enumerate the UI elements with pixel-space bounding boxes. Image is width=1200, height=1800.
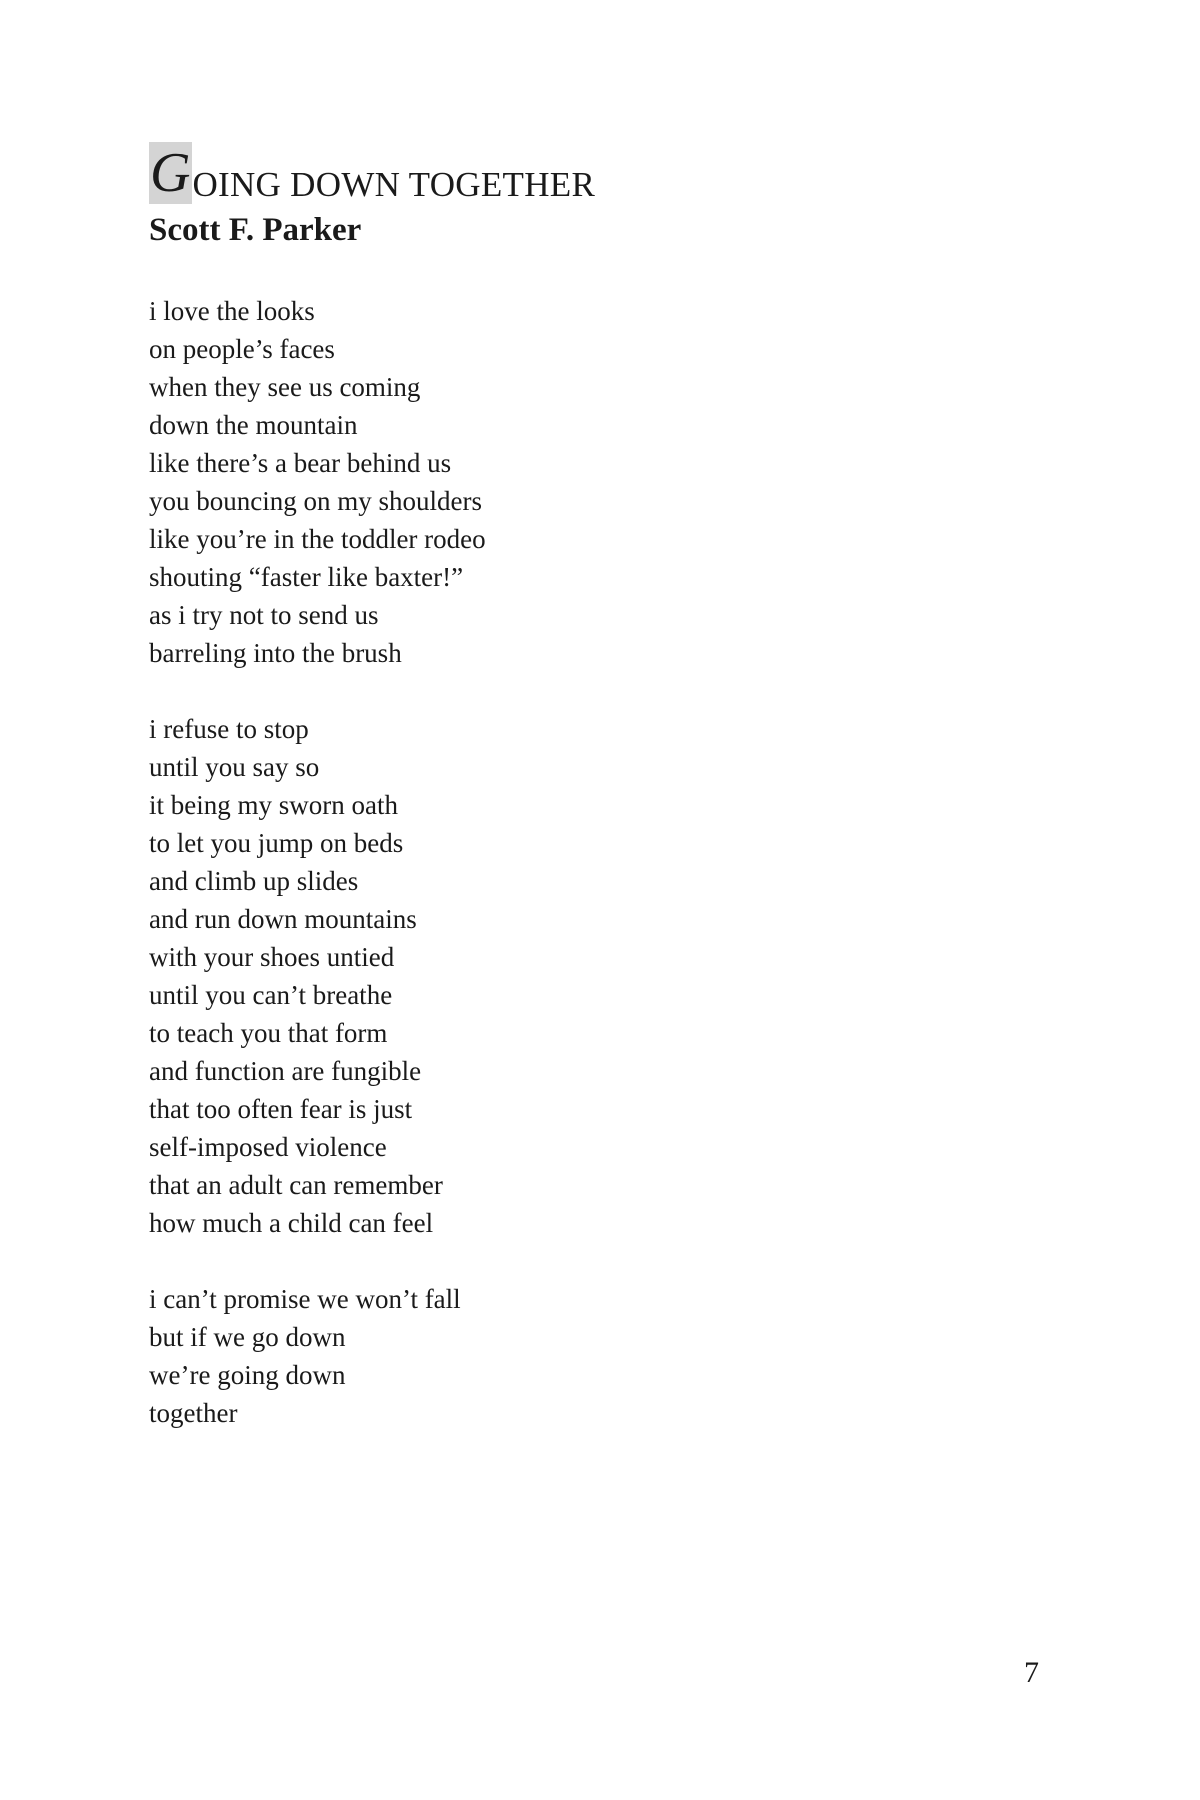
poem-line: until you can’t breathe <box>149 980 393 1010</box>
poem-line: it being my sworn oath <box>149 790 398 820</box>
poem-line: that too often fear is just <box>149 1094 413 1124</box>
poem-line: like there’s a bear behind us <box>149 448 452 478</box>
poem-line: you bouncing on my shoulders <box>149 486 482 516</box>
poem-line: on people’s faces <box>149 334 335 364</box>
poem-title <box>149 142 595 204</box>
stanza-1 <box>149 292 1049 672</box>
poem-line: as i try not to send us <box>149 600 379 630</box>
poem-line: until you say so <box>149 752 320 782</box>
poem-line: and run down mountains <box>149 904 417 934</box>
poem-line: and climb up slides <box>149 866 359 896</box>
title-drop-cap: G <box>150 142 191 204</box>
poem-line: i can’t promise we won’t fall <box>149 1284 461 1314</box>
stanza-3 <box>149 1280 1049 1432</box>
poem-line: to teach you that form <box>149 1018 388 1048</box>
poem-line: but if we go down <box>149 1322 346 1352</box>
poem-line: together <box>149 1398 238 1428</box>
title-text: OING DOWN TOGETHER <box>192 165 596 204</box>
poem-line: like you’re in the toddler rodeo <box>149 524 486 554</box>
poem-line: to let you jump on beds <box>149 828 404 858</box>
stanza-2 <box>149 710 1049 1242</box>
poem-line: and function are fungible <box>149 1056 422 1086</box>
poem-author: Scott F. Parker <box>149 212 362 248</box>
poem-line: i love the looks <box>149 296 315 326</box>
poem-line: i refuse to stop <box>149 714 309 744</box>
poem-line: we’re going down <box>149 1360 346 1390</box>
poem-line: barreling into the brush <box>149 638 402 668</box>
poem-line: how much a child can feel <box>149 1208 434 1238</box>
poem-line: shouting “faster like baxter!” <box>149 562 464 592</box>
poem-body <box>149 292 1049 1470</box>
poem-line: self-imposed violence <box>149 1132 387 1162</box>
poem-line: with your shoes untied <box>149 942 395 972</box>
poem-line: down the mountain <box>149 410 358 440</box>
page-number: 7 <box>1024 1656 1039 1689</box>
poem-line: that an adult can remember <box>149 1170 443 1200</box>
poem-line: when they see us coming <box>149 372 421 402</box>
